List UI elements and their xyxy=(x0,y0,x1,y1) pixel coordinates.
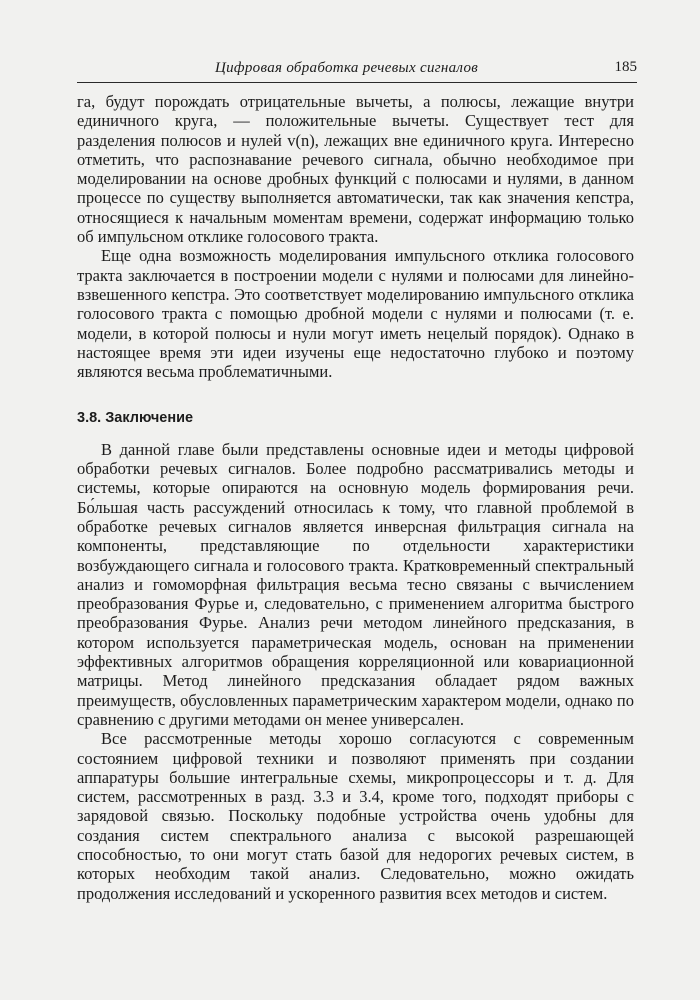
body-text xyxy=(77,92,634,903)
page-number: 185 xyxy=(614,59,637,75)
paragraph: В данной главе были представлены основные идеи и методы цифровой обработки речевых сигналов. Более подробно рассматривались методы и системы, которые опираются на основную модель формирования речи. Бо́льшая часть рассуждений относилась к тому, что главной проблемой в обработке речевых сигналов является инверсная фильтрация сигнала на компоненты, представляющие по отдельности характеристики возбуждающего сигнала и голосового тракта. Кратковременный спектральный анализ и гомоморфная фильтрация весьма тесно связаны с вычислением преобразования Фурье и, следовательно, с применением алгоритма быстрого преобразования Фурье. Анализ речи методом линейного предсказания, в котором используется параметрическая модель, основан на применении эффективных алгоритмов обращения корреляционной или ковариационной матрицы. Метод линейного предсказания обладает рядом важных преимуществ, обусловленных параметрическим характером модели, однако по сравнению с другими методами он менее универсален. xyxy=(77,439,634,729)
running-title: Цифровая обработка речевых сигналов xyxy=(215,60,479,76)
running-header xyxy=(77,58,637,83)
section-heading: 3.8. Заключение xyxy=(77,410,194,427)
paragraph: га, будут порождать отрицательные вычеты, а полюсы, лежащие внутри единичного круга, — положительные вычеты. Существует тест для разделения полюсов и нулей v(n), лежащих вне единичного круга. Интересно отметить, что распознавание речевого сигнала, обычно необходимое при моделировании на основе дробных функций с полюсами и нулями, в данном процессе по существу выполняется автоматически, так как значения кепстра, относящиеся к начальным моментам времени, содержат информацию только об импульсном отклике голосового тракта. xyxy=(77,92,634,247)
paragraph: Все рассмотренные методы хорошо согласуются с современным состоянием цифровой техники и позволяют применять при создании аппаратуры большие интегральные схемы, микропроцессоры и т. д. Для систем, рассмотренных в разд. 3.3 и 3.4, кроме того, подходят приборы с зарядовой связью. Поскольку подобные устройства очень удобны для создания систем спектрального анализа с высокой разрешающей способностью, то они могут стать базой для недорогих речевых систем, в которых необходим такой анализ. Следовательно, можно ожидать продолжения исследований и ускоренного развития всех методов и систем. xyxy=(77,729,634,903)
paragraph: Еще одна возможность моделирования импульсного отклика голосового тракта заключается в построении модели с нулями и полюсами для линейно-взвешенного кепстра. Это соответствует моделированию импульсного отклика голосового тракта с помощью дробной модели с нулями и полюсами (т. е. модели, в которой полюсы и нули могут иметь нецелый порядок). Однако в настоящее время эти идеи изучены еще недостаточно глубоко и поэтому являются весьма проблематичными. xyxy=(77,246,634,382)
